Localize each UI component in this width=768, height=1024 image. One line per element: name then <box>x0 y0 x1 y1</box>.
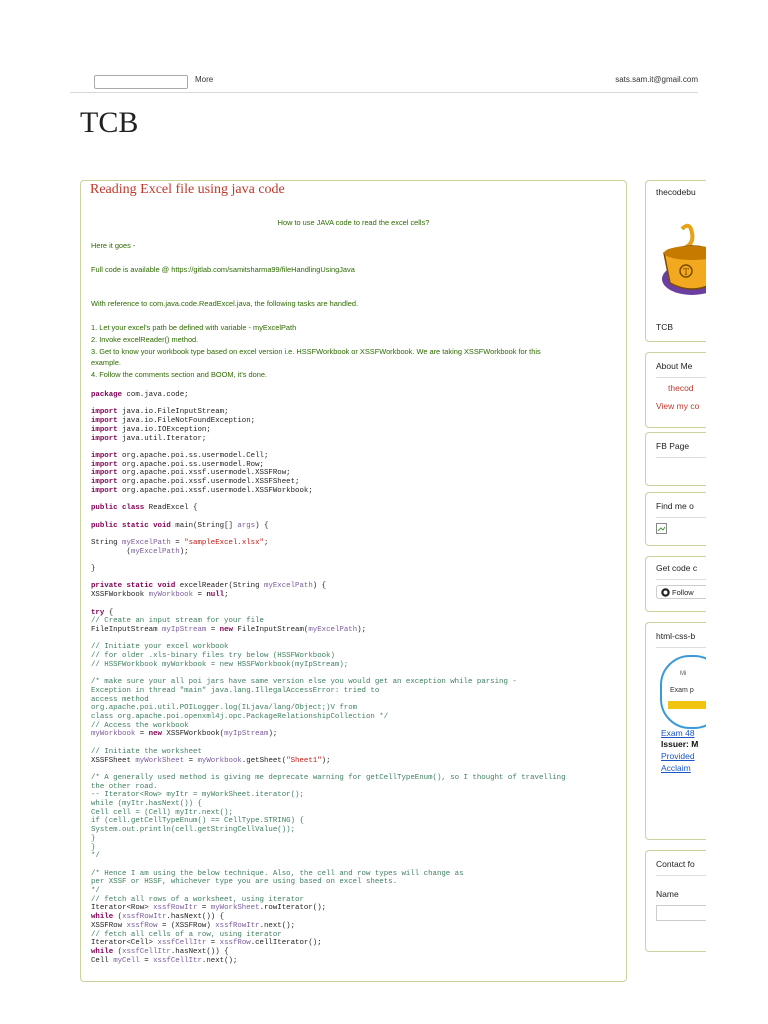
user-email[interactable]: sats.sam.it@gmail.com <box>615 75 698 84</box>
contact-widget <box>645 850 706 952</box>
post-subtitle: How to use JAVA code to read the excel cells? <box>277 218 430 227</box>
broken-image-icon[interactable] <box>656 523 667 534</box>
badge-widget <box>645 622 706 840</box>
post-intro: Here it goes - <box>91 241 136 250</box>
microsoft-logo-text: Mi <box>680 671 687 677</box>
find-me-title: Find me o <box>656 501 694 511</box>
search-input[interactable] <box>94 75 188 89</box>
step-item: example. <box>91 358 121 367</box>
step-item: 3. Get to know your workbook type based on excel version i.e. HSSFWorkbook or XSSFWorkbook. We are taking XSSFWorkbook for this <box>91 347 541 356</box>
profile-widget <box>645 180 706 342</box>
find-me-widget <box>645 492 706 546</box>
step-item: 4. Follow the comments section and BOOM, it's done. <box>91 370 267 379</box>
svg-text:T: T <box>683 268 690 278</box>
badge-exam-text: Exam p <box>670 687 694 694</box>
get-code-widget <box>645 556 706 612</box>
about-name-link[interactable]: thecod <box>668 383 694 393</box>
step-item: 2. Invoke excelReader() method. <box>91 335 199 344</box>
contact-name-input[interactable] <box>656 905 706 921</box>
teacup-icon <box>660 219 706 299</box>
fb-widget <box>645 432 706 486</box>
full-code-link[interactable]: Full code is available @ https://gitlab.com/samitsharma99/fileHandlingUsingJava <box>91 265 355 274</box>
acclaim-link[interactable]: Acclaim <box>661 763 691 773</box>
view-profile-link[interactable]: View my co <box>656 401 700 411</box>
follow-button[interactable] <box>656 585 706 599</box>
top-navbar <box>70 62 698 93</box>
step-item: 1. Let your excel's path be defined with variable - myExcelPath <box>91 323 297 332</box>
blog-title[interactable]: TCB <box>80 106 139 139</box>
badge-provided-link[interactable]: Provided <box>661 751 695 761</box>
badge-issuer: Issuer: M <box>661 739 699 749</box>
profile-caption: TCB <box>656 322 673 332</box>
contact-title: Contact fo <box>656 859 695 869</box>
profile-image[interactable] <box>660 219 706 299</box>
code-block: package com.java.code; import java.io.FileInputStream; import java.io.FileNotFoundException; import java.io.IOException; import java.util.Iterator; import org.apache.poi.ss.usermodel.Cell; import org.apache.poi.ss.usermodel.Row; import org.apache.poi.xssf.usermodel.XSSFRow; import org.apache.poi.xssf.usermodel.XSSFSheet; import org.apache.poi.xssf.usermodel.XSSFWorkbook; public class ReadExcel { public static void main(String[] args) { String myExcelPath = "sampleExcel.xlsx"; (myExcelPath); } private static void excelReader(String myExcelPath) { XSSFWorkbook myWorkbook = null; try { // Create an input stream for your file FileInputStream myIpStream = new FileInputStream(myExcelPath); // Initiate your excel workbook // for older .xls-binary files try below (HSSFWorkbook) // HSSFWorkbook myWorkbook = new HSSFWorkbook(myIpStream); /* make sure your all poi jars have same version else you would get an exception while parsing - Exception in thread "main" java.lang.IllegalAccessError: tried to access method org.apache.poi.util.POILogger.log(ILjava/lang/Object;)V from class org.apache.poi.openxml4j.opc.PackageRelationshipCollection */ // Access the workbook myWorkbook = new XSSFWorkbook(myIpStream); // Initiate the worksheet XSSFSheet myWorkSheet = myWorkbook.getSheet("Sheet1"); /* A generally used method is giving me deprecate warning for getCellTypeEnum(), so I thought of travelling the other road. -- Iterator<Row> myItr = myWorkSheet.iterator(); while (myItr.hasNext()) { Cell cell = (Cell) myItr.next(); if (cell.getCellTypeEnum() == CellType.STRING) { System.out.println(cell.getStringCellValue()); } } */ /* Hence I am using the below technique. Also, the cell and row types will change as per XSSF or HSSF, whichever type you are using based on excel sheets. */ // fetch all rows of a worksheet, using iterator Iterator<Row> xssfRowItr = myWorkSheet.rowIterator(); while (xssfRowItr.hasNext()) { XSSFRow xssfRow = (XSSFRow) xssfRowItr.next(); // fetch all cells of a row, using iterator Iterator<Cell> xssfCellItr = xssfRow.cellIterator(); while (xssfCellItr.hasNext()) { Cell myCell = xssfCellItr.next(); <box>91 391 566 965</box>
get-code-title: Get code c <box>656 563 698 573</box>
contact-name-label: Name <box>656 889 679 899</box>
profile-widget-title: thecodebu <box>656 187 696 197</box>
post-title[interactable]: Reading Excel file using java code <box>90 182 285 197</box>
post-reference: With reference to com.java.code.ReadExcel.java, the following tasks are handled. <box>91 299 359 308</box>
badge-widget-title: html-css-b <box>656 631 696 641</box>
post-container <box>80 180 627 982</box>
follow-label: Follow <box>672 587 694 597</box>
about-widget <box>645 352 706 428</box>
certification-badge[interactable] <box>660 655 706 729</box>
more-link[interactable]: More <box>195 75 214 84</box>
about-title: About Me <box>656 361 693 371</box>
github-icon <box>661 588 670 597</box>
fb-title: FB Page <box>656 441 690 451</box>
badge-exam-link[interactable]: Exam 48 <box>661 728 695 738</box>
